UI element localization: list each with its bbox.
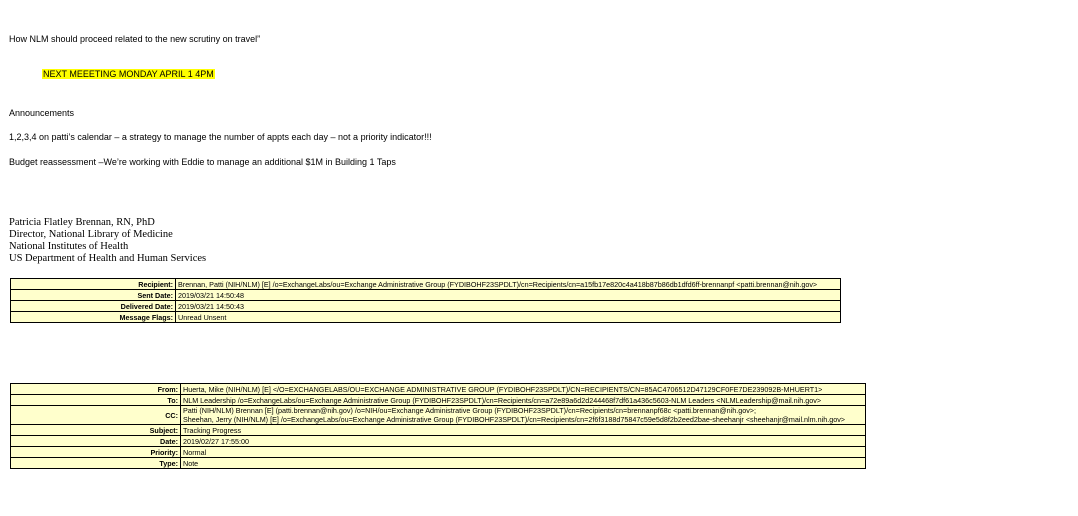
from-label: From:	[11, 384, 181, 395]
date-label: Date:	[11, 436, 181, 447]
next-meeting-notice	[42, 69, 215, 79]
recipient-metadata-table	[10, 278, 841, 323]
type-value: Note	[181, 458, 866, 469]
table-row	[11, 312, 841, 323]
body-line-travel: How NLM should proceed related to the new scrutiny on travel”	[9, 34, 261, 44]
from-value: Huerta, Mike (NIH/NLM) [E] </O=EXCHANGELABS/OU=EXCHANGE ADMINISTRATIVE GROUP (FYDIBOHF23SPDLT)/CN=RECIPIENTS/CN=85AC4706512D47129CF0FE7DE239092B-MHUERT1>	[181, 384, 866, 395]
signature-block	[9, 217, 206, 265]
cc-recipient-1: Patti (NIH/NLM) Brennan [E] (patti.brennan@nih.gov) /o=NIH/ou=Exchange Administrative Group (FYDIBOHF23SPDLT)/cn=Recipients/cn=brennanpf68c <patti.brennan@nih.gov>;	[183, 406, 756, 415]
table-row	[11, 458, 866, 469]
table-row	[11, 279, 841, 290]
table-row	[11, 290, 841, 301]
table-row	[11, 425, 866, 436]
date-value: 2019/02/27 17:55:00	[181, 436, 866, 447]
signature-org: National Institutes of Health	[9, 241, 129, 252]
subject-label: Subject:	[11, 425, 181, 436]
cc-label: CC:	[11, 406, 181, 425]
message-flags-label: Message Flags:	[11, 312, 176, 323]
recipient-value: Brennan, Patti (NIH/NLM) [E] /o=ExchangeLabs/ou=Exchange Administrative Group (FYDIBOHF23SPDLT)/cn=Recipients/cn=a15fb17e820c4a418b87b86db1dfd6ff-brennanpf <patti.brennan@nih.gov>	[176, 279, 841, 290]
table-row	[11, 301, 841, 312]
to-label: To:	[11, 395, 181, 406]
announcements-heading: Announcements	[9, 108, 75, 118]
highlighted-text: NEXT MEEETING MONDAY APRIL 1 4PM	[43, 69, 214, 79]
priority-label: Priority:	[11, 447, 181, 458]
table-row	[11, 406, 866, 425]
priority-value: Normal	[181, 447, 866, 458]
email-header-table	[10, 383, 866, 469]
delivered-date-value: 2019/03/21 14:50:43	[176, 301, 841, 312]
table-row	[11, 447, 866, 458]
cc-recipient-2: Sheehan, Jerry (NIH/NLM) [E] /o=ExchangeLabs/ou=Exchange Administrative Group (FYDIBOHF23SPDLT)/cn=Recipients/cn=2f6f3188d75847c59e5d8f2b2eed2bae-sheehanjr <sheehanjr@mail.nlm.nih.gov>	[183, 415, 846, 424]
table-row	[11, 436, 866, 447]
signature-dept: US Department of Health and Human Services	[9, 253, 207, 264]
type-label: Type:	[11, 458, 181, 469]
table-row	[11, 384, 866, 395]
body-line-calendar: 1,2,3,4 on patti’s calendar – a strategy to manage the number of appts each day – not a priority indicator!!!	[9, 132, 432, 142]
body-line-budget: Budget reassessment –We’re working with Eddie to manage an additional $1M in Building 1 Taps	[9, 157, 396, 167]
sent-date-label: Sent Date:	[11, 290, 176, 301]
subject-value: Tracking Progress	[181, 425, 866, 436]
to-value: NLM Leadership /o=ExchangeLabs/ou=Exchange Administrative Group (FYDIBOHF23SPDLT)/cn=Recipients/cn=a72e89a6d2d244468f7df61a436c5603-NLM Leaders <NLMLeadership@mail.nih.gov>	[181, 395, 866, 406]
delivered-date-label: Delivered Date:	[11, 301, 176, 312]
message-flags-value: Unread Unsent	[176, 312, 841, 323]
signature-name: Patricia Flatley Brennan, RN, PhD	[9, 217, 155, 228]
signature-title: Director, National Library of Medicine	[9, 229, 173, 240]
sent-date-value: 2019/03/21 14:50:48	[176, 290, 841, 301]
table-row	[11, 395, 866, 406]
cc-value	[181, 406, 866, 425]
recipient-label: Recipient:	[11, 279, 176, 290]
